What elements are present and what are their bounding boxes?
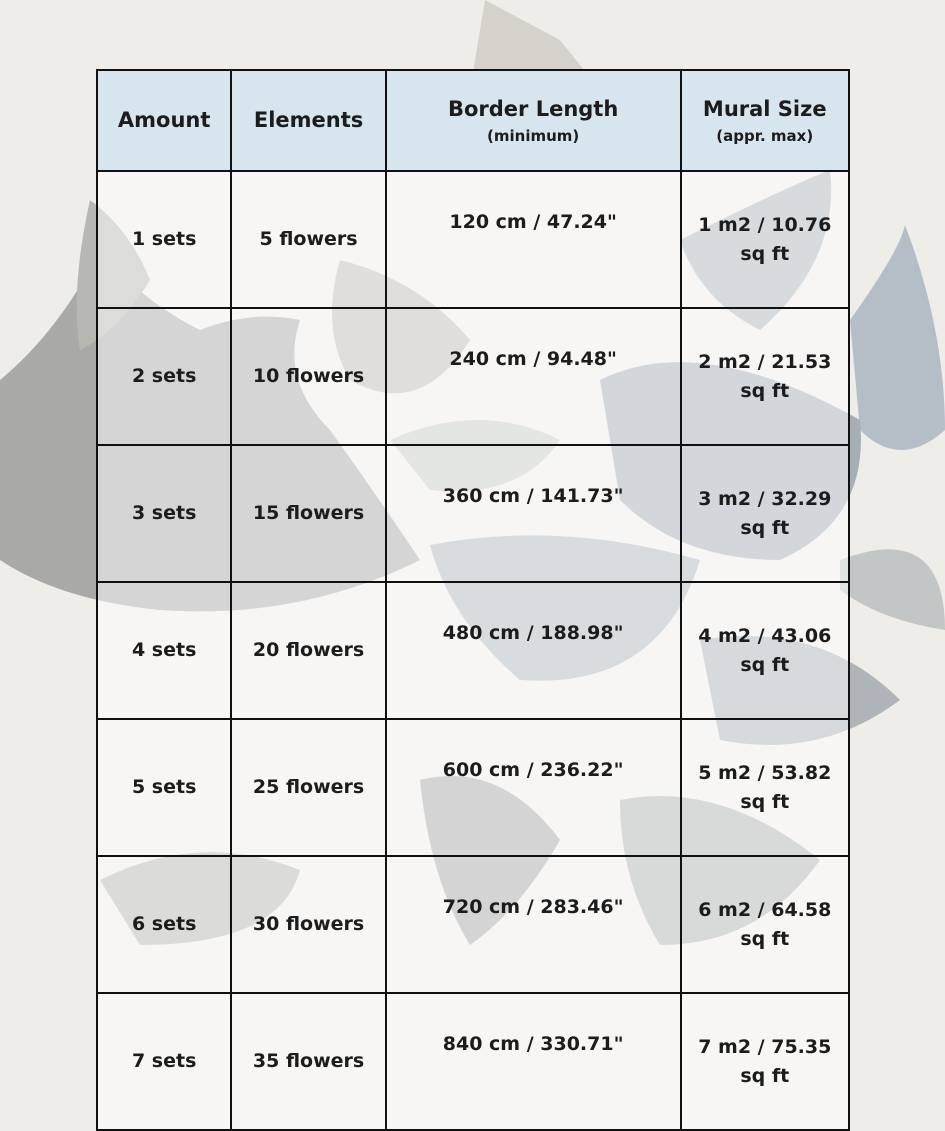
cell-elements: 20 flowers	[231, 582, 385, 719]
cell-mural-size: 7 m2 / 75.35 sq ft	[681, 993, 849, 1130]
cell-amount: 2 sets	[97, 308, 231, 445]
table-row	[97, 856, 849, 993]
cell-border-length: 840 cm / 330.71"	[386, 993, 681, 1130]
header-border-length	[386, 70, 681, 171]
table-header-row	[97, 70, 849, 171]
cell-amount: 5 sets	[97, 719, 231, 856]
cell-elements: 35 flowers	[231, 993, 385, 1130]
cell-border-length: 600 cm / 236.22"	[386, 719, 681, 856]
cell-elements: 30 flowers	[231, 856, 385, 993]
cell-elements: 5 flowers	[231, 171, 385, 308]
table-row	[97, 582, 849, 719]
cell-mural-size: 6 m2 / 64.58 sq ft	[681, 856, 849, 993]
cell-mural-size: 4 m2 / 43.06 sq ft	[681, 582, 849, 719]
cell-border-length: 480 cm / 188.98"	[386, 582, 681, 719]
header-mural-size-title: Mural Size	[702, 97, 827, 122]
table-row	[97, 171, 849, 308]
table-row	[97, 308, 849, 445]
header-border-length-title: Border Length	[447, 97, 619, 122]
cell-mural-size: 3 m2 / 32.29 sq ft	[681, 445, 849, 582]
header-border-length-note: (minimum)	[487, 126, 580, 145]
cell-border-length: 120 cm / 47.24"	[386, 171, 681, 308]
table-row	[97, 993, 849, 1130]
cell-mural-size: 1 m2 / 10.76 sq ft	[681, 171, 849, 308]
cell-border-length: 720 cm / 283.46"	[386, 856, 681, 993]
cell-elements: 25 flowers	[231, 719, 385, 856]
cell-mural-size: 2 m2 / 21.53 sq ft	[681, 308, 849, 445]
table-row	[97, 719, 849, 856]
cell-border-length: 240 cm / 94.48"	[386, 308, 681, 445]
header-mural-size	[681, 70, 849, 171]
cell-amount: 1 sets	[97, 171, 231, 308]
table-row	[97, 445, 849, 582]
cell-amount: 3 sets	[97, 445, 231, 582]
header-elements: Elements	[231, 70, 385, 171]
cell-amount: 4 sets	[97, 582, 231, 719]
cell-amount: 6 sets	[97, 856, 231, 993]
cell-elements: 15 flowers	[231, 445, 385, 582]
cell-amount: 7 sets	[97, 993, 231, 1130]
size-table-container	[96, 69, 850, 1087]
header-amount: Amount	[97, 70, 231, 171]
cell-elements: 10 flowers	[231, 308, 385, 445]
size-table	[96, 69, 850, 1131]
cell-mural-size: 5 m2 / 53.82 sq ft	[681, 719, 849, 856]
cell-border-length: 360 cm / 141.73"	[386, 445, 681, 582]
header-mural-size-note: (appr. max)	[716, 126, 814, 145]
